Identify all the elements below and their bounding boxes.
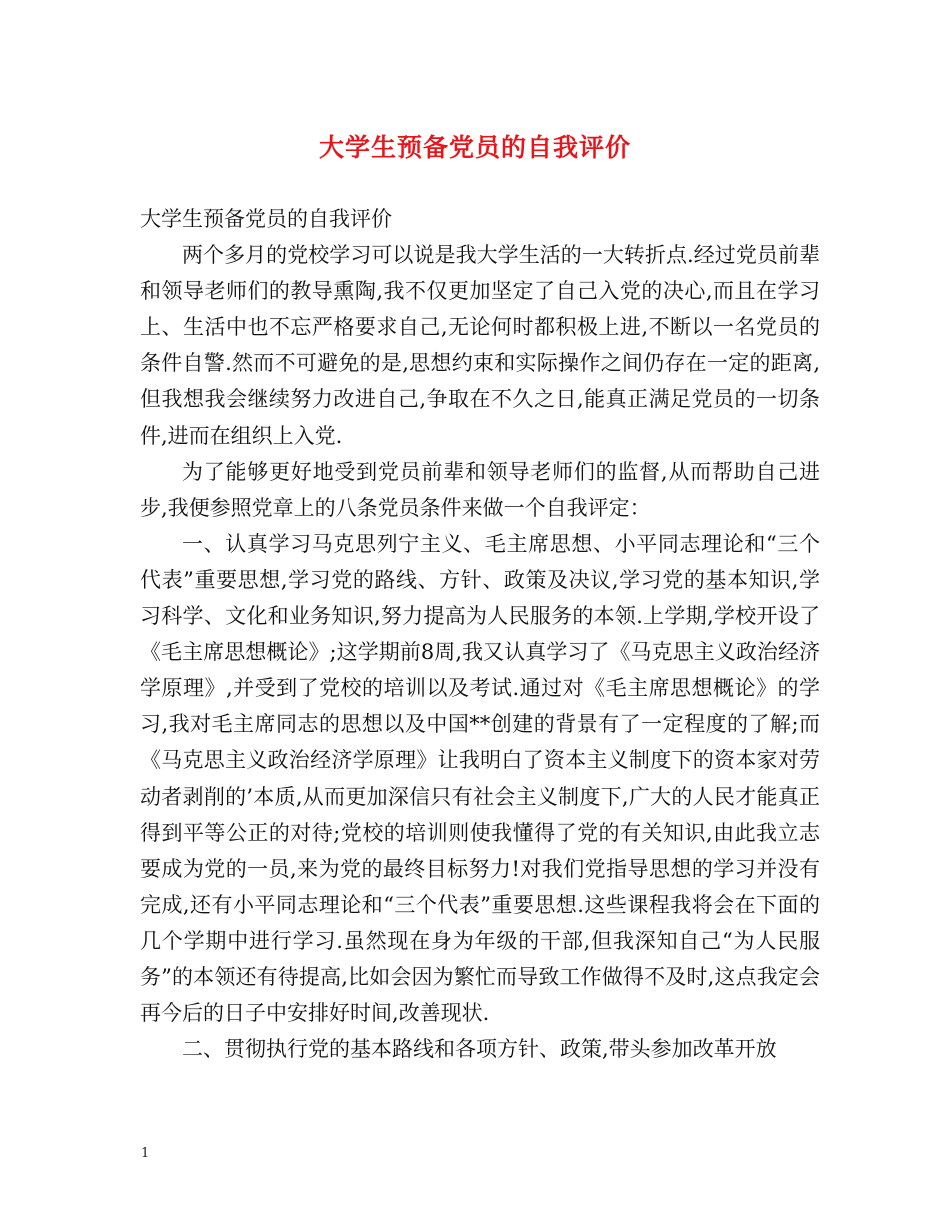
page-number: 1	[141, 1146, 150, 1161]
paragraph-point-one: 一、认真学习马克思列宁主义、毛主席思想、小平同志理论和“三个代表”重要思想,学习党的路线、方针、政策及决议,学习党的基本知识,学习科学、文化和业务知识,努力提高为人民服务的本领.上学期,学校开设了《毛主席思想概论》;这学期前8周,我又认真学习了《马克思主义政治经济学原理》,并受到了党校的培训以及考试.通过对《毛主席思想概论》的学习,我对毛主席同志的思想以及中国**创建的背景有了一定程度的了解;而《马克思主义政治经济学原理》让我明白了资本主义制度下的资本家对劳动者剥削的’本质,从而更加深信只有社会主义制度下,广大的人民才能真正得到平等公正的对待;党校的培训则使我懂得了党的有关知识,由此我立志要成为党的一员,来为党的最终目标努力!对我们党指导思想的学习并没有完成,还有小平同志理论和“三个代表”重要思想.这些课程我将会在下面的几个学期中进行学习.虽然现在身为年级的干部,但我深知自己“为人民服务”的本领还有待提高,比如会因为繁忙而导致工作做得不及时,这点我定会再今后的日子中安排好时间,改善现状.	[140, 531, 820, 1026]
document-body	[140, 201, 820, 1067]
paragraph-point-two: 二、贯彻执行党的基本路线和各项方针、政策,带头参加改革开放	[182, 1037, 777, 1062]
document-subtitle: 大学生预备党员的自我评价	[140, 207, 392, 231]
document-title: 大学生预备党员的自我评价	[318, 133, 631, 162]
paragraph-purpose: 为了能够更好地受到党员前辈和领导老师们的监督,从而帮助自己进步,我便参照党章上的八条党员条件来做一个自我评定：	[140, 459, 820, 520]
paragraph-intro: 两个多月的党校学习可以说是我大学生活的一大转折点.经过党员前辈和领导老师们的教导熏陶,我不仅更加坚定了自己入党的决心,而且在学习上、生活中也不忘严格要求自己,无论何时都积极上进,不断以一名党员的条件自警.然而不可避免的是,思想约束和实际操作之间仍存在一定的距离,但我想我会继续努力改进自己,争取在不久之日,能真正满足党员的一切条件,进而在组织上入党.	[140, 243, 820, 448]
